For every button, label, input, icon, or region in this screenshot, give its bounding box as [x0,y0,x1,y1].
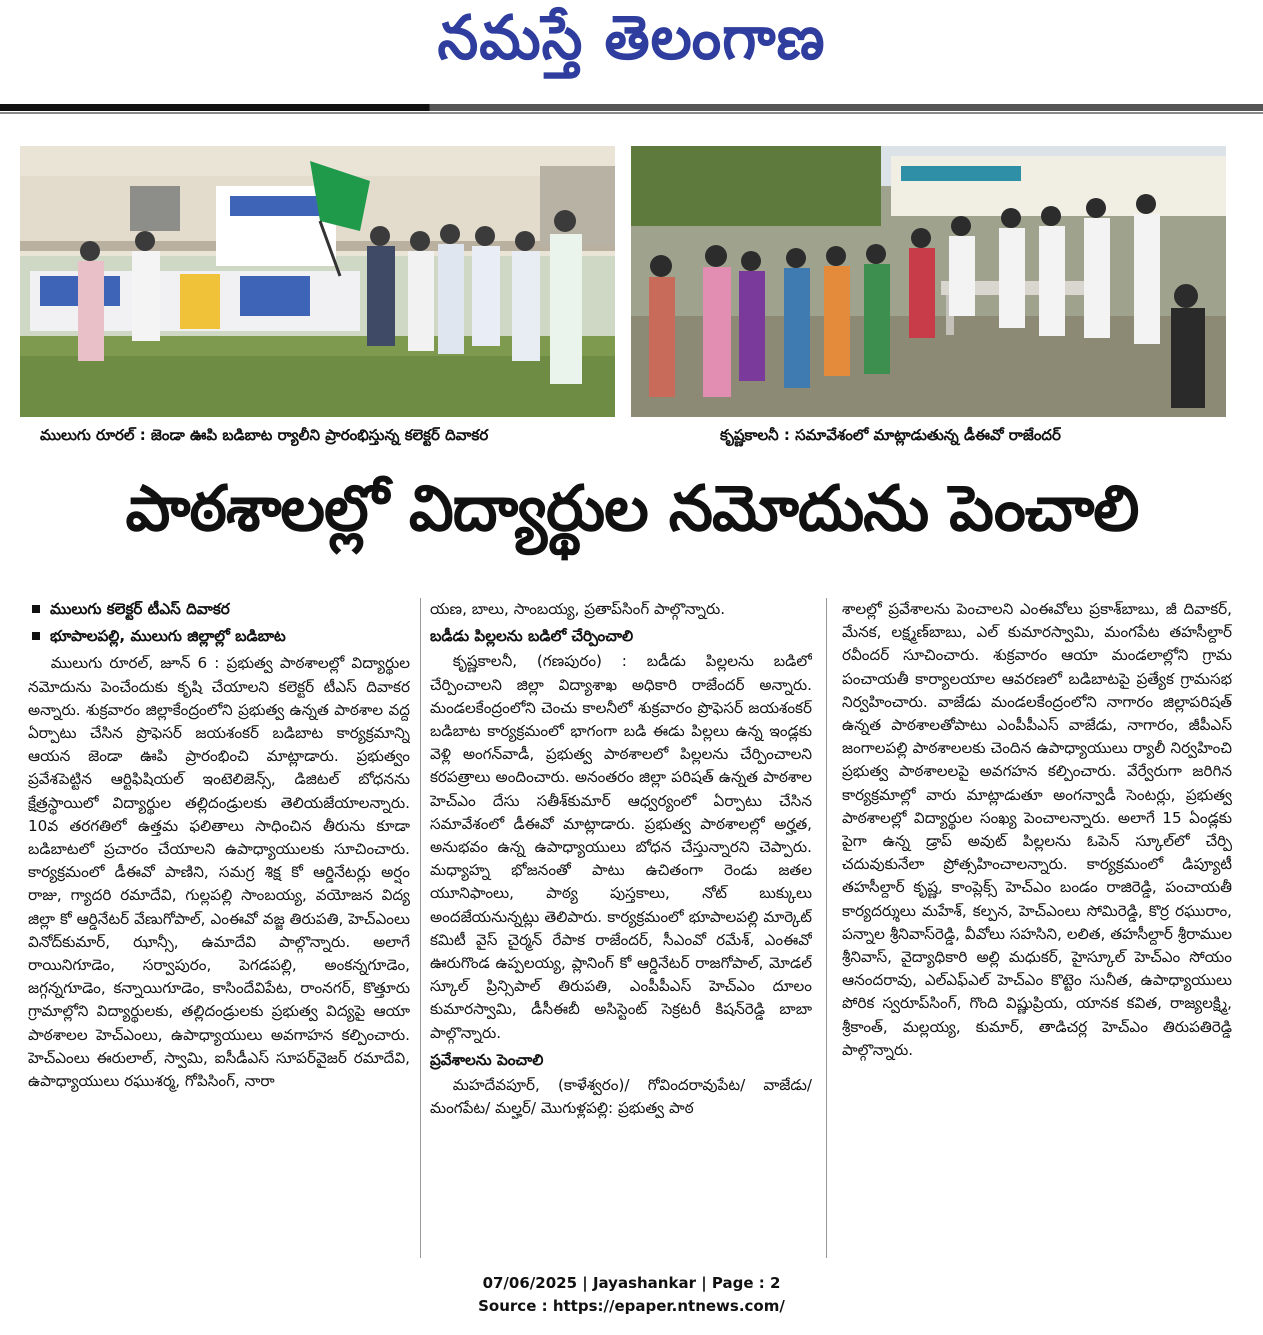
photo-flag-rally [20,146,615,417]
footer-edition-info: 07/06/2025 | Jayashankar | Page : 2 [482,1274,781,1292]
subheading-2: ప్రవేశాలను పెంచాలి [430,1050,544,1069]
masthead-rule-thin [0,112,1263,114]
photo-meeting [631,146,1226,417]
newspaper-title: నమస్తే తెలంగాణ [437,1,826,74]
highlight-text: భూపాలపల్లి, ములుగు జిల్లాల్లో బడిబాట [50,627,286,646]
highlight-bullet-1 [28,598,410,621]
masthead-rule [0,104,1263,111]
photo-caption-right: కృష్ణకాలనీ : సమావేశంలో మాట్లాడుతున్న డీఈవో రాజేందర్ [720,426,1061,444]
footer-source-link[interactable]: Source : https://epaper.ntnews.com/ [478,1297,785,1315]
bullet-square-icon [32,632,40,640]
article-headline: పాఠశాలల్లో విద్యార్థుల నమోదును పెంచాలి [125,472,1139,545]
article-column-3 [842,598,1232,1238]
column-divider [826,598,827,1258]
masthead [0,0,1263,100]
photo-meeting-image [631,146,1226,417]
photo-flag-rally-image [20,146,615,417]
body-paragraph: ములుగు రూరల్, జూన్ 6 : ప్రభుత్వ పాఠశాలల్లో విద్యార్థుల నమోదును పెంచేందుకు కృషి చేయాలని కలెక్టర్ టీఎస్ దివాకర అన్నారు. శుక్రవారం జిల్లాకేంద్రంలోని ప్రభుత్వ ఉన్నత పాఠశాల వద్ద ఏర్పాటు చేసిన ప్రొఫెసర్ జయశంకర్ బడిబాట కార్యక్రమాన్ని ఆయన జెండా ఊపి ప్రారంభించి మాట్లాడారు. ప్రభుత్వం ప్రవేశపెట్టిన ఆర్టిఫిషియల్ ఇంటెలిజెన్స్, డిజిటల్ బోధనను క్షేత్రస్థాయిలో విద్యార్థుల తల్లిదండ్రులకు తెలియజేయాలన్నారు. 10వ తరగతిలో ఉత్తమ ఫలితాలు సాధించిన తీరును కూడా బడిబాటలో ప్రచారం చేయాలని ఉపాధ్యాయులకు సూచించారు. కార్యక్రమంలో డీఈవో పాణిని, సమగ్ర శిక్ష కో ఆర్డినేటర్లు అర్షం రాజు, గ్యాదరి రమాదేవి, గుల్లపల్లి సాంబయ్య, వయోజన విద్య జిల్లా కో ఆర్డినేటర్ వేణుగోపాల్, ఎంఈవో వజ్జ తిరుపతి, హెచ్‌ఎంలు వినోద్‌కుమార్, ఝాన్సీ, ఉమాదేవి పాల్గొన్నారు. అలాగే రాయినిగూడెం, సర్వాపురం, పెగడపల్లి, అంకన్నగూడెం, జగ్గన్నగూడెం, కన్నాయిగూడెం, కాసిందేవిపేట, రాంనగర్, కొత్తూరు గ్రామాల్లోని విద్యార్థులకు, తల్లిదండ్రులకు ప్రభుత్వ విద్యపై ఆయా పాఠశాలల హెచ్‌ఎంలు, ఉపాధ్యాయులు అవగాహన కల్పించారు. హెచ్‌ఎంలు ఈరులాల్, స్వామి, ఐసీడీఎస్ సూపర్‌వైజర్ రమాదేవి, ఉపాధ్యాయులు రఘుశర్మ, గోపిసింగ్, నారా [28,654,410,1091]
column-divider [420,598,421,1258]
body-paragraph: కృష్ణకాలనీ, (గణపురం) : బడీడు పిల్లలను బడిలో చేర్పించాలని జిల్లా విద్యాశాఖ అధికారి రాజేందర్ అన్నారు. మండలకేంద్రంలోని చెంచు కాలనీలో శుక్రవారం ప్రొఫెసర్ జయశంకర్ బడిబాట కార్యక్రమంలో భాగంగా బడి ఈడు పిల్లలు ఉన్న ఇండ్లకు వెళ్లి అంగన్‌వాడీ, ప్రభుత్వ పాఠశాలలో పిల్లలను చేర్పించాలని కరపత్రాలు అందించారు. అనంతరం జిల్లా పరిషత్ ఉన్నత పాఠశాల హెచ్‌ఎం దేసు సతీశ్‌కుమార్ ఆధ్వర్యంలో ఏర్పాటు చేసిన సమావేశంలో డీఈవో మాట్లాడారు. ప్రభుత్వ పాఠశాలల్లో అర్హత, అనుభవం ఉన్న ఉపాధ్యాయులు బోధన చేస్తున్నారని చెప్పారు. మధ్యాహ్న భోజనంతో పాటు ఉచితంగా రెండు జతల యూనిఫాంలు, పాఠ్య పుస్తకాలు, నోట్ బుక్కులు అందజేయనున్నట్లు తెలిపారు. కార్యక్రమంలో భూపాలపల్లి మార్కెట్ కమిటీ వైస్ చైర్మన్ రేపాక రాజేందర్, సీఎంవో రమేశ్, ఎంఈవో ఊరుగొండ ఉప్పలయ్య, ప్లానింగ్ కో ఆర్డినేటర్ రాజగోపాల్, మోడల్ స్కూల్ ప్రిన్సిపాల్ తిరుపతి, ఎంపీపీఎస్ హెచ్‌ఎం దూలం కుమారస్వామి, డీసీఈబీ అసిస్టెంట్ సెక్రటరీ కిషన్‌రెడ్డి బాబా పాల్గొన్నారు. [430,652,812,1042]
article-column-1 [28,598,410,1258]
bullet-square-icon [32,605,40,613]
photo-caption-left: ములుగు రూరల్ : జెండా ఊపి బడిబాట ర్యాలీని ప్రారంభిస్తున్న కలెక్టర్ దివాకర [40,426,489,444]
body-paragraph-continued: యణ, బాలు, సాంబయ్య, ప్రతాప్‌సింగ్ పాల్గొన్నారు. [430,600,726,618]
body-paragraph: శాలల్లో ప్రవేశాలను పెంచాలని ఎంఈవోలు ప్రకాశ్‌బాబు, జీ దివాకర్, మేనక, లక్ష్మణ్‌బాబు, ఎల్ కుమారస్వామి, మంగపేట తహసీల్దార్ రవీందర్ సూచించారు. శుక్రవారం ఆయా మండలాల్లోని గ్రామ పంచాయతీ కార్యాలయాల ఆవరణలో బడిబాటపై ప్రత్యేక గ్రామసభ నిర్వహించారు. వాజేడు మండలకేంద్రంలోని నాగారం జిల్లాపరిషత్ ఉన్నత పాఠశాలతోపాటు ఎంపీపీఎస్ వాజేడు, నాగారం, జీపీఎస్ జంగాలపల్లి పాఠశాలలకు చెందిన ఉపాధ్యాయులు ర్యాలీ నిర్వహించి ప్రభుత్వ పాఠశాలలపై అవగహన కల్పించారు. వేర్వేరుగా జరిగిన కార్యక్రమాల్లో వారు మాట్లాడుతూ అంగన్వాడీ సెంటర్లు, ప్రభుత్వ పాఠశాలల్లో విద్యార్థుల సంఖ్య పెంచాలన్నారు. అలాగే 15 ఏండ్లకు పైగా ఉన్న డ్రాప్ అవుట్ పిల్లలను ఓపెన్ స్కూల్‌లో చేర్పి చదువుకునేలా ప్రోత్సహించాలన్నారు. కార్యక్రమంలో డిప్యూటీ తహసీల్దార్ కృష్ణ, కాంప్లెక్స్ హెచ్‌ఎం బండం రాజిరెడ్డి, పంచాయతీ కార్యదర్శులు మహేశ్, కల్పన, హెచ్‌ఎంలు సోమిరెడ్డి, కొర్ర రఘురాం, పన్నాల శ్రీనివాస్‌రెడ్డి, వీవోలు సహసిని, లలిత, తహసీల్దార్ శ్రీరాముల శ్రీనివాస్, వైద్యాధికారి అల్లి మధుకర్, హైస్కూల్ హెచ్‌ఎం సోయం ఆనందరావు, ఎల్‌ఎఫ్‌ఎల్ హెచ్‌ఎం కొట్టెం సునీత, ఉపాధ్యాయులు పోరిక స్వరూప్‌సింగ్, గొంది విష్ణుప్రియ, యానక కవిత, రాజ్యలక్ష్మి, శ్రీకాంత్, మల్లయ్య, కుమార్, తాడిచర్ల హెచ్‌ఎం తిరుపతిరెడ్డి పాల్గొన్నారు. [842,600,1232,1059]
body-paragraph: మహదేవపూర్, (కాళేశ్వరం)/ గోవిందరావుపేట/ వాజేడు/ మంగపేట/ మల్హర్/ మొగుళ్లపల్లి: ప్రభుత్వ పాఠ [430,1076,812,1118]
article-column-2 [430,598,812,1258]
highlight-text: ములుగు కలెక్టర్ టీఎస్ దివాకర [50,600,230,618]
subheading-1: బడీడు పిల్లలను బడిలో చేర్పించాలి [430,627,634,646]
highlight-bullet-2 [28,625,410,648]
